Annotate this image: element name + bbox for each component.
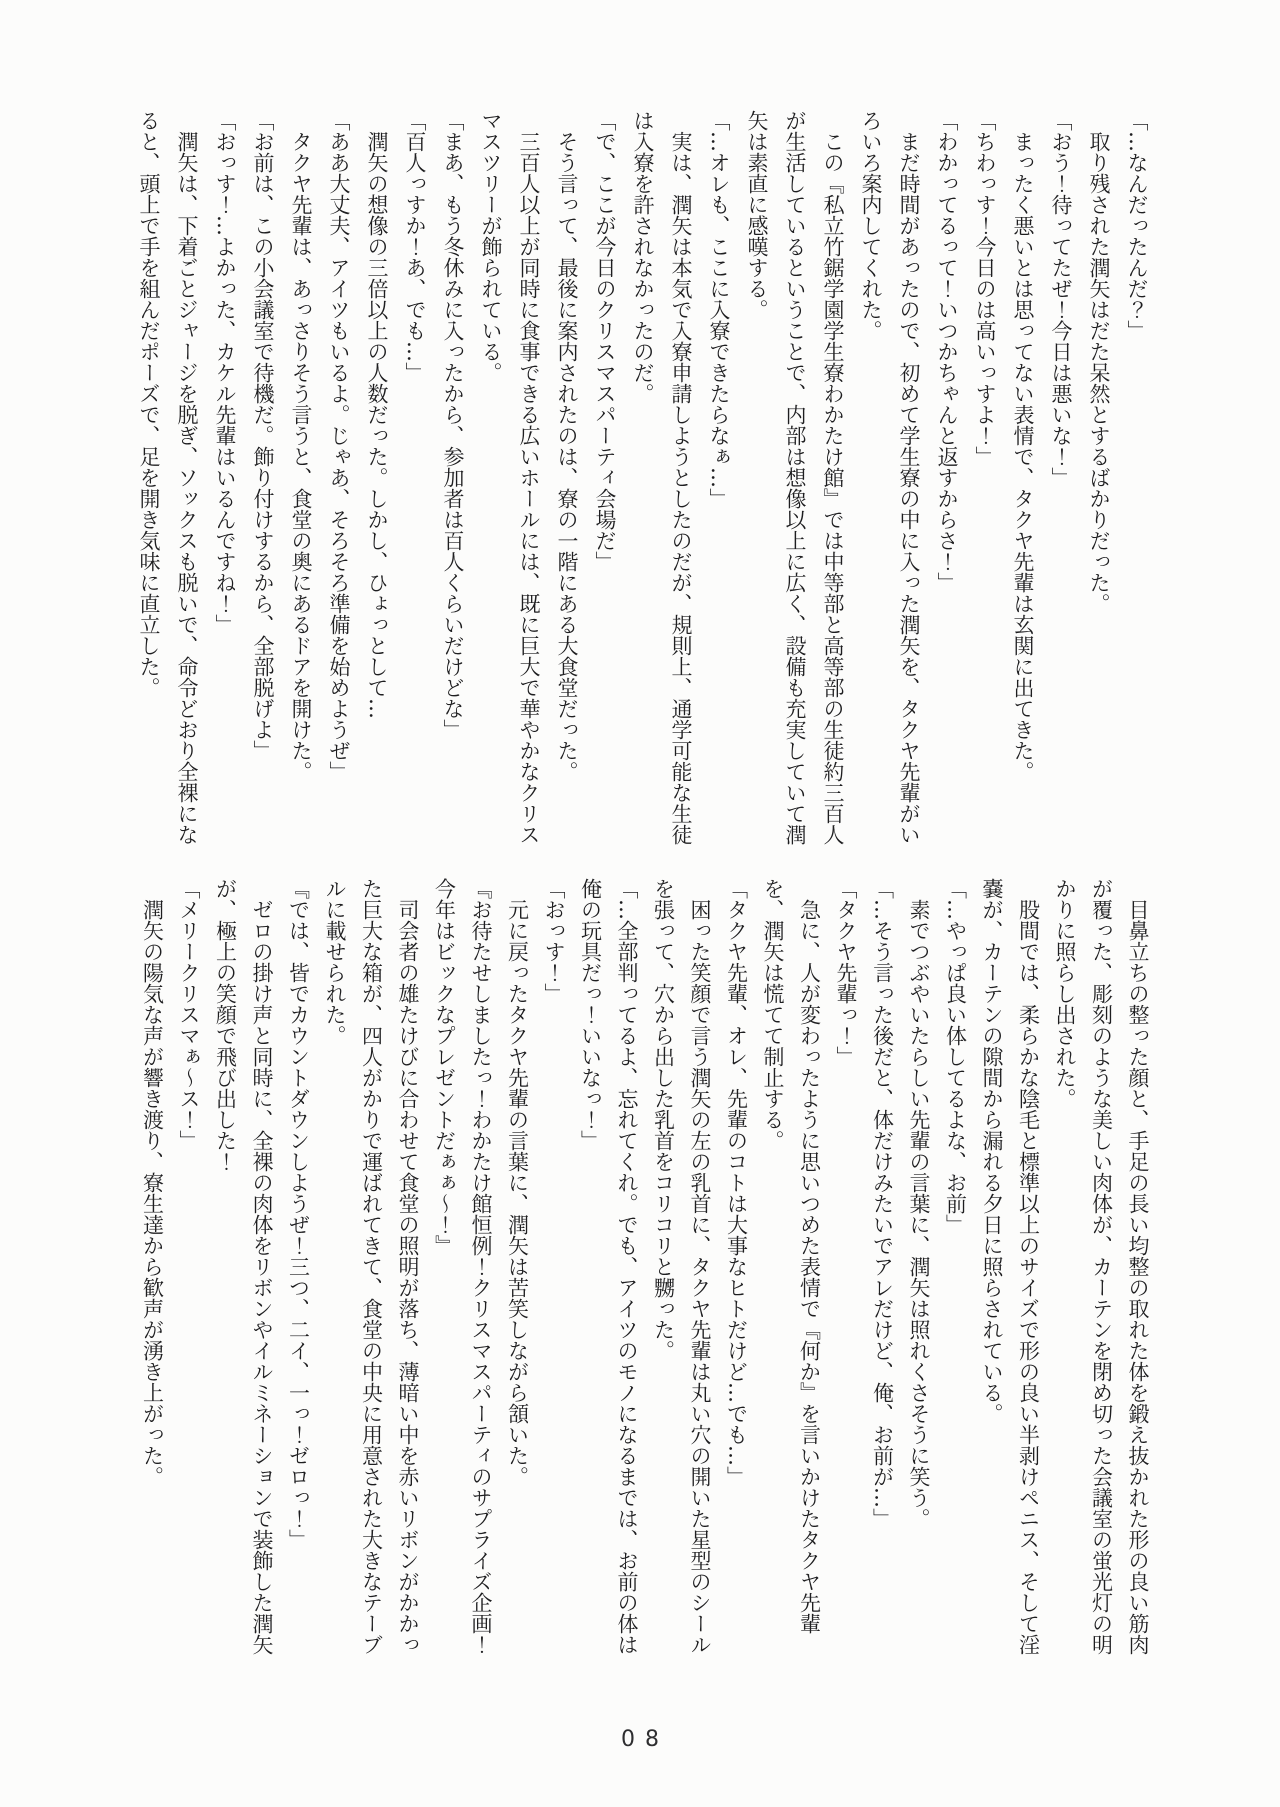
paragraph: そう言って、最後に案内されたのは、寮の一階にある大食堂だった。 <box>555 110 579 782</box>
paragraph: 「…オレも、ここに入寮できたらなぁ…」 <box>707 110 731 509</box>
paragraph: 「百人っすか！あ、でも…」 <box>403 110 427 383</box>
paragraph: 股間では、柔らかな陰毛と標準以上のサイズで形の良い半剥けペニス、そして淫嚢が、カーテンの隙間から漏れる夕日に照らされている。 <box>980 878 1041 1655</box>
paragraph: 司会者の雄たけびに合わせて食堂の照明が落ち、薄暗い中を赤いリボンがかかった巨大な箱が、四人がかりで運ばれてきて、食堂の中央に用意された大きなテーブルに載せられた。 <box>323 878 420 1655</box>
paragraph: 素でつぶやいたらしい先輩の言葉に、潤矢は照れくさそうに笑う。 <box>907 878 931 1529</box>
paragraph: まだ時間があったので、初めて学生寮の中に入った潤矢を、タクヤ先輩がいろいろ案内してくれた。 <box>859 110 921 845</box>
paragraph: 潤矢の陽気な声が響き渡り、寮生達から歓声が湧き上がった。 <box>140 878 165 1487</box>
paragraph: 三百人以上が同時に食事できる広いホールには、既に巨大で華やかなクリスマスツリーが飾られている。 <box>479 110 541 845</box>
paragraph: 「…なんだったんだ？」 <box>1125 110 1149 341</box>
page-number: 08 <box>621 1727 669 1752</box>
paragraph: 「おっす！」 <box>542 878 566 1004</box>
paragraph: 「おう！待ってたぜ！今日は悪いな！」 <box>1049 110 1073 488</box>
paragraph: 実は、潤矢は本気で入寮申請しようとしたのだが、規則上、通学可能な生徒は入寮を許されなかったのだ。 <box>631 110 693 845</box>
paragraph: 潤矢の想像の三倍以上の人数だった。しかし、ひょっとして… <box>365 110 389 719</box>
paragraph: 目鼻立ちの整った顔と、手足の長い均整の取れた体を鍛え抜かれた形の良い筋肉が覆った、彫刻のような美しい肉体が、カーテンを閉め切った会議室の蛍光灯の明かりに照らし出された。 <box>1053 878 1150 1655</box>
paragraph: 「お前は、この小会議室で待機だ。飾り付けするから、全部脱げよ」 <box>251 110 275 761</box>
paragraph: 「タクヤ先輩っ！」 <box>834 878 858 1067</box>
paragraph: 「おっす！…よかった、カケル先輩はいるんですね！」 <box>213 110 237 635</box>
paragraph: 「わかってるって！いつかちゃんと返すからさ！」 <box>935 110 959 593</box>
paragraph: 『お待たせしましたっ！わかたけ館恒例！クリスマスパーティのサプライズ企画！今年はビックなプレゼントだぁぁ〜！』 <box>432 878 493 1655</box>
paragraph: 「で、ここが今日のクリスマスパーティ会場だ」 <box>593 110 617 572</box>
paragraph: ゼロの掛け声と同時に、全裸の肉体をリボンやイルミネーションで装飾した潤矢が、極上の笑顔で飛び出した！ <box>213 878 274 1655</box>
paragraph: 潤矢は、下着ごとジャージを脱ぎ、ソックスも脱いで、命令どおり全裸になると、頭上で手を組んだポーズで、足を開き気味に直立した。 <box>137 110 199 845</box>
paragraph: 「タクヤ先輩、オレ、先輩のコトは大事なヒトだけど…でも…」 <box>724 878 749 1487</box>
paragraph: 「メリークリスマぁ〜ス！」 <box>177 878 201 1151</box>
paragraph: 「まあ、もう冬休みに入ったから、参加者は百人くらいだけどな」 <box>441 110 465 740</box>
text-block-bottom <box>124 878 1156 1658</box>
paragraph: 「…やっぱ良い体してるよな、お前」 <box>943 878 968 1235</box>
paragraph: タクヤ先輩は、あっさりそう言うと、食堂の奥にあるドアを開けた。 <box>289 110 313 782</box>
text-block-top <box>124 110 1156 852</box>
paragraph: 元に戻ったタクヤ先輩の言葉に、潤矢は苦笑しながら頷いた。 <box>505 878 530 1487</box>
paragraph: 「ちわっす！今日のは高いっすよ！」 <box>973 110 997 467</box>
paragraph: 取り残された潤矢はだた呆然とするばかりだった。 <box>1087 110 1111 614</box>
paragraph: 急に、人が変わったように思いつめた表情で『何か』を言いかけたタクヤ先輩を、潤矢は慌てて制止する。 <box>761 878 822 1634</box>
paragraph: まったく悪いとは思ってない表情で、タクヤ先輩は玄関に出てきた。 <box>1011 110 1035 782</box>
paragraph: 「…全部判ってるよ、忘れてくれ。でも、アイツのモノになるまでは、お前の体は俺の玩具だっ！いいなっ！」 <box>578 878 639 1655</box>
paragraph: 困った笑顔で言う潤矢の左の乳首に、タクヤ先輩は丸い穴の開いた星型のシールを張って、穴から出した乳首をコリコリと嬲った。 <box>651 878 712 1655</box>
paragraph: 『では、皆でカウントダウンしようぜ！三つ、二イ、一っ！ゼロっ！」 <box>286 878 311 1550</box>
paragraph: 「ああ大丈夫、アイツもいるよ。じゃあ、そろそろ準備を始めようぜ」 <box>327 110 351 782</box>
paragraph: この『私立竹鋸学園学生寮わかたけ館』では中等部と高等部の生徒約三百人が生活しているということで、内部は想像以上に広く、設備も充実していて潤矢は素直に感嘆する。 <box>745 110 845 845</box>
paragraph: 「…そう言った後だと、体だけみたいでアレだけど、俺、お前が…」 <box>870 878 895 1529</box>
